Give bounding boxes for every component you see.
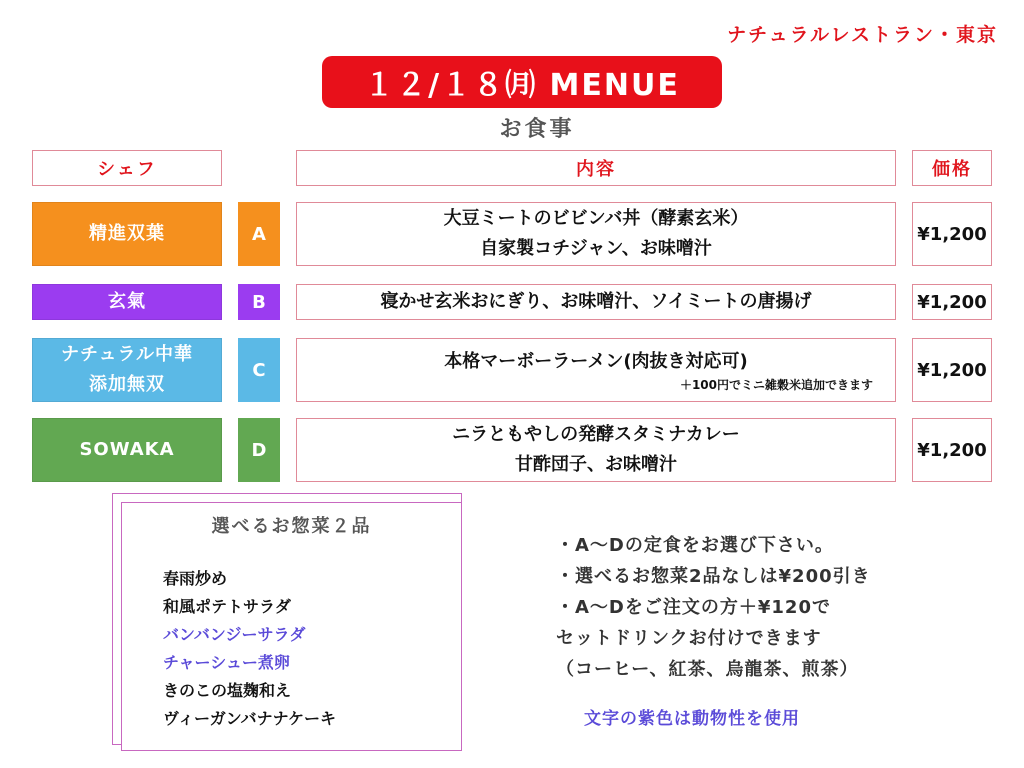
chef-name: SOWAKA [79,439,175,460]
menu-line: 甘酢団子、お味噌汁 [515,454,677,475]
chef-header-label: シェフ [97,159,157,180]
chef-name: 玄氣 [108,291,146,312]
menu-content-cell [296,418,896,482]
price-cell: ¥1,200 [912,202,992,266]
set-letter: B [238,284,280,320]
set-letter: C [238,338,280,402]
chef-name: 添加無双 [89,374,165,395]
chef-name: ナチュラル中華 [61,344,193,365]
chef-name: 精進双葉 [89,223,165,244]
menu-line: 自家製コチジャン、お味噌汁 [480,238,712,259]
content-header [296,150,896,186]
menu-line: 本格マーボーラーメン(肉抜き対応可) [444,351,748,372]
side-dish-item: 春雨炒め [163,569,228,588]
side-dish-item: バンバンジーサラダ [163,625,306,644]
content-header-label: 内容 [576,159,616,180]
price-header-label: 価格 [932,159,972,180]
side-dish-item: チャーシュー煮卵 [163,653,290,672]
chef-cell [32,338,222,402]
meal-subtitle: お食事 [499,117,575,142]
side-dish-list [163,565,336,733]
chef-cell [32,202,222,266]
price-cell: ¥1,200 [912,338,992,402]
restaurant-name: ナチュラルレストラン・東京 [727,24,998,46]
info-line: （コーヒー、紅茶、烏龍茶、煎茶） [556,659,859,680]
menu-content-cell [296,338,896,402]
price-cell: ¥1,200 [912,418,992,482]
menu-line: 寝かせ玄米おにぎり、お味噌汁、ソイミートの唐揚げ [380,291,812,312]
info-notes [556,530,871,685]
chef-cell [32,284,222,320]
menu-content-cell [296,202,896,266]
side-dish-item: 和風ポテトサラダ [163,597,291,616]
info-line: ・A〜Dをご注文の方＋¥120で [556,597,831,618]
set-letter: D [238,418,280,482]
chef-header [32,150,222,186]
info-line: ・選べるお惣菜2品なしは¥200引き [556,566,871,587]
banner-title: １２/１８㈪ MENUE [364,68,680,103]
menu-line: 大豆ミートのビビンバ丼（酵素玄米） [443,208,749,229]
menu-note: ＋100円でミニ雑穀米追加できます [679,378,873,392]
side-dish-item: ヴィーガンバナナケーキ [163,709,336,728]
side-dish-item: きのこの塩麹和え [163,681,292,700]
side-dish-title: 選べるお惣菜２品 [211,516,372,537]
price-header [912,150,992,186]
chef-cell [32,418,222,482]
info-line: ・A〜Dの定食をお選び下さい。 [556,535,834,556]
set-letter: A [238,202,280,266]
price-cell: ¥1,200 [912,284,992,320]
menu-banner [322,56,722,108]
menu-line: ニラともやしの発酵スタミナカレー [452,424,740,445]
legend-note: 文字の紫色は動物性を使用 [584,709,800,729]
info-line: セットドリンクお付けできます [556,628,822,649]
menu-content-cell [296,284,896,320]
